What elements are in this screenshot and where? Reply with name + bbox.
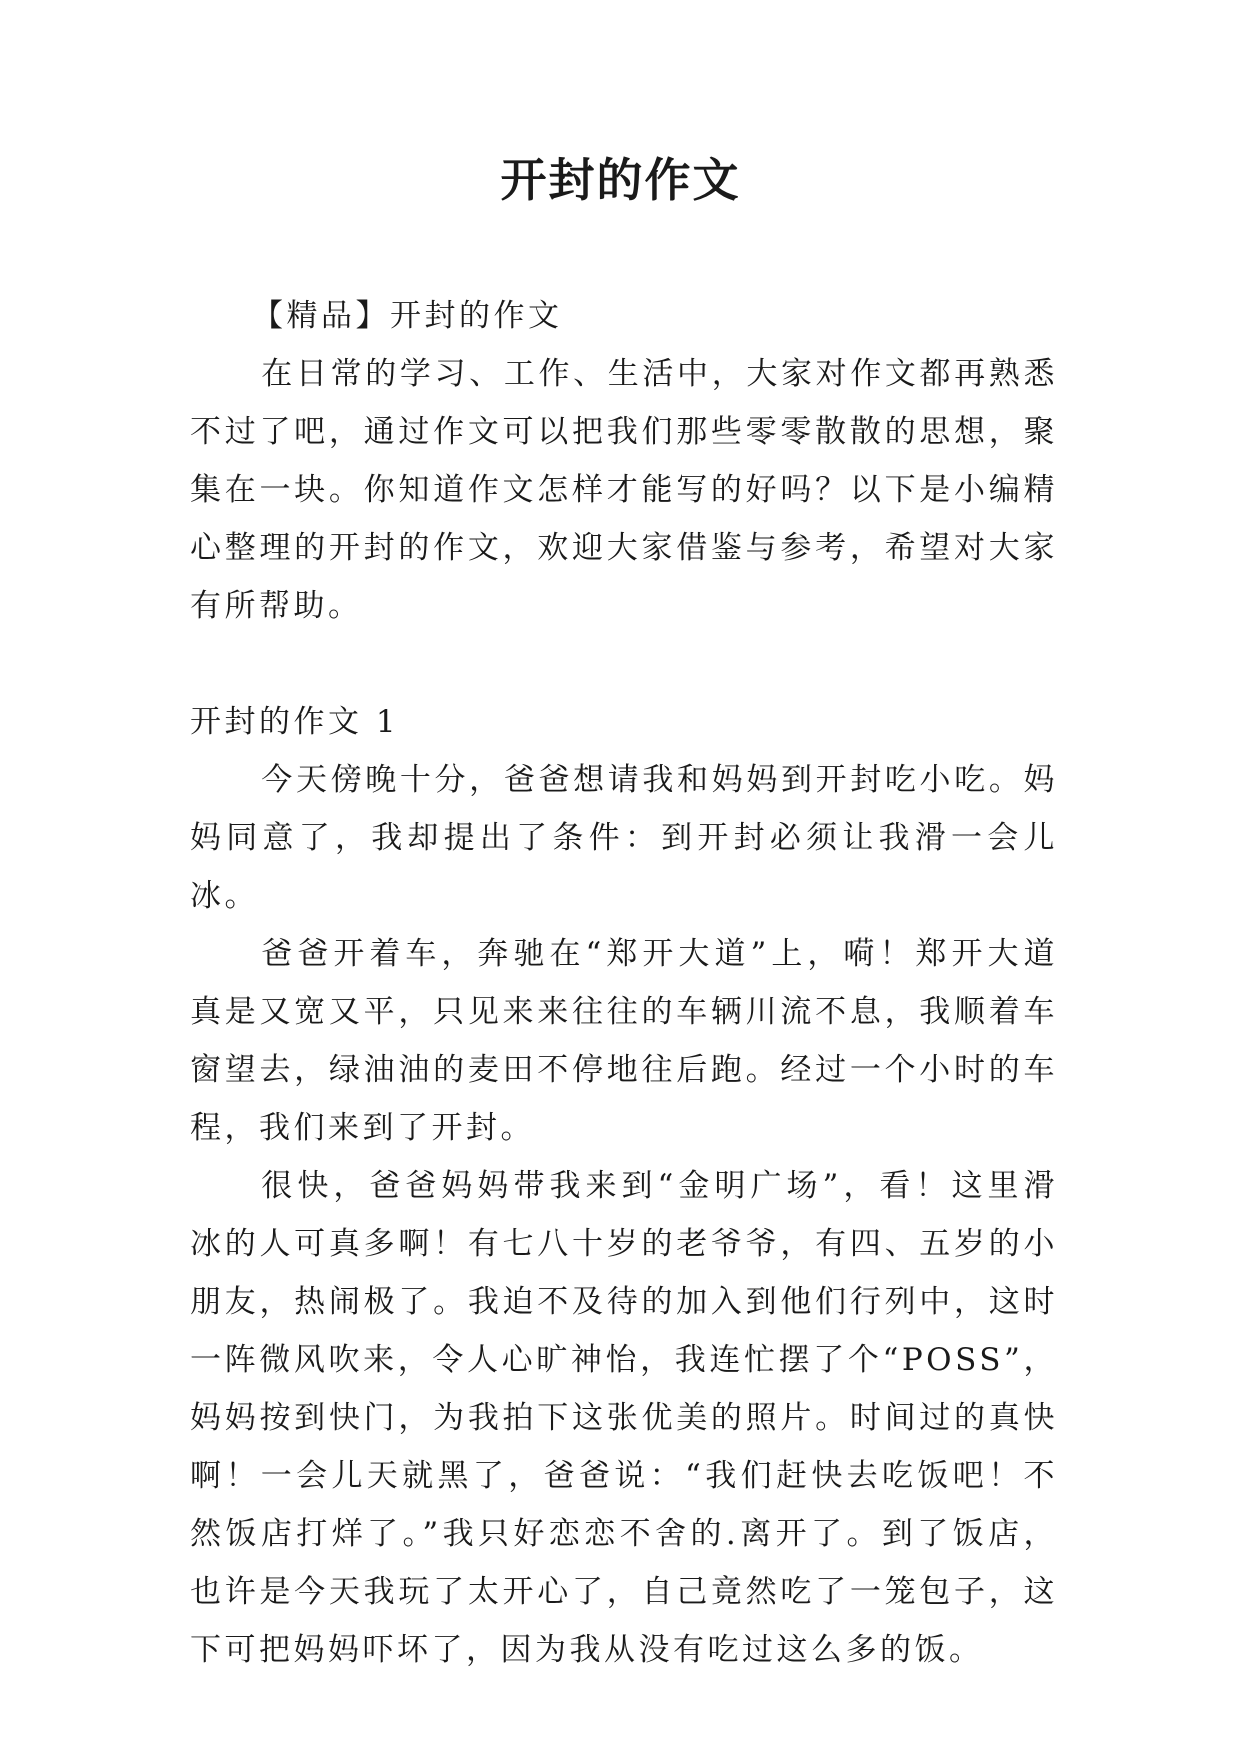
body-paragraph: 爸爸开着车，奔驰在“郑开大道”上，嗬！郑开大道真是又宽又平，只见来来往往的车辆川流不息，我顺着车窗望去，绿油油的麦田不停地往后跑。经过一个小时的车程，我们来到了开封。 — [190, 936, 1058, 1146]
section-heading: 开封的作文 1 — [190, 704, 400, 740]
intro-tag-line: 【精品】开封的作文 — [252, 298, 563, 334]
intro-paragraph: 在日常的学习、工作、生活中，大家对作文都再熟悉不过了吧，通过作文可以把我们那些零零散散的思想，聚集在一块。你知道作文怎样才能写的好吗？以下是小编精心整理的开封的作文，欢迎大家借鉴与参考，希望对大家有所帮助。 — [190, 356, 1058, 624]
document-body — [190, 287, 1058, 1679]
body-paragraph: 很快，爸爸妈妈带我来到“金明广场”，看！这里滑冰的人可真多啊！有七八十岁的老爷爷，有四、五岁的小朋友，热闹极了。我迫不及待的加入到他们行列中，这时一阵微风吹来，令人心旷神怡，我连忙摆了个“POSS”，妈妈按到快门，为我拍下这张优美的照片。时间过的真快啊！一会儿天就黑了，爸爸说：“我们赶快去吃饭吧！不然饭店打烊了。”我只好恋恋不舍的.离开了。到了饭店，也许是今天我玩了太开心了，自己竟然吃了一笼包子，这下可把妈妈吓坏了，因为我从没有吃过这么多的饭。 — [190, 1168, 1058, 1668]
body-paragraph: 今天傍晚十分，爸爸想请我和妈妈到开封吃小吃。妈妈同意了，我却提出了条件：到开封必须让我滑一会儿冰。 — [190, 762, 1058, 914]
page-title: 开封的作文 — [500, 153, 741, 207]
